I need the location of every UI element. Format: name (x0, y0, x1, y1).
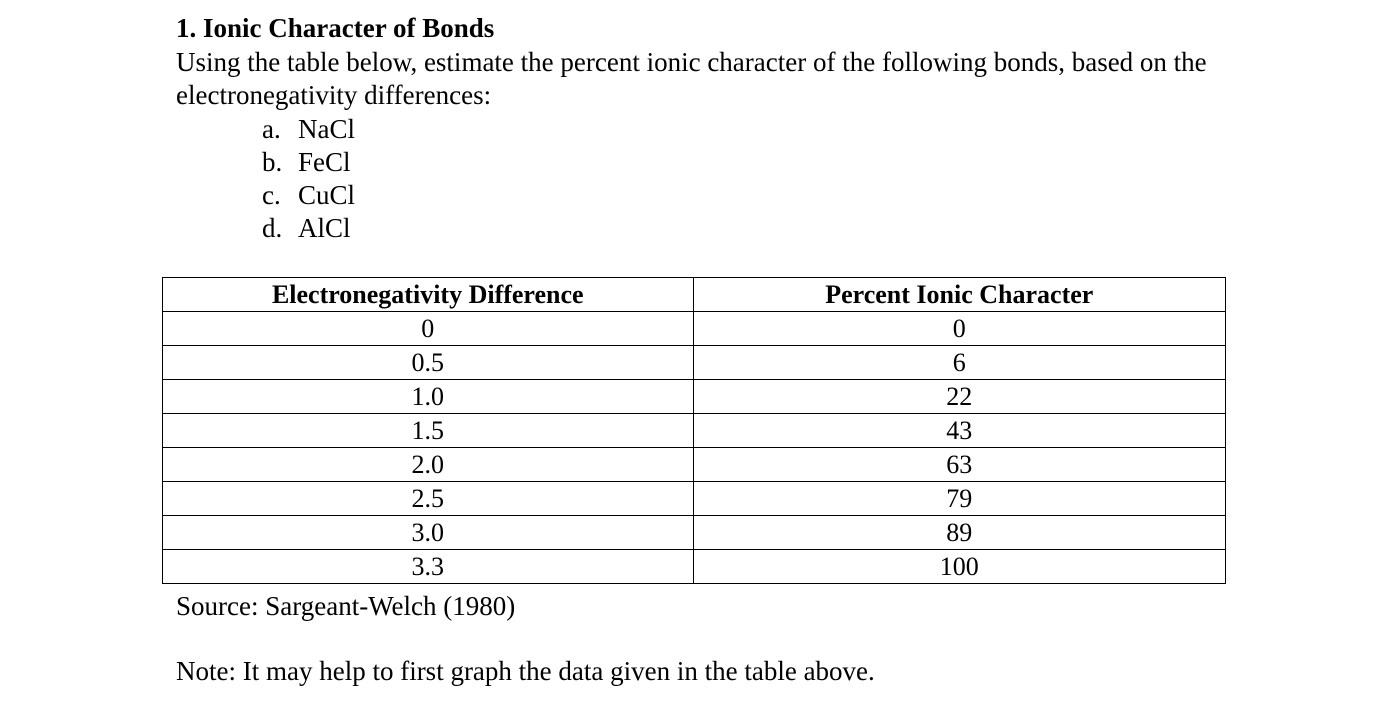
table-header-row (163, 278, 1226, 312)
cell-percent-ionic: 79 (693, 482, 1225, 516)
item-letter: d. (262, 213, 283, 243)
cell-percent-ionic: 100 (693, 550, 1225, 584)
list-item (262, 179, 355, 212)
note-text: Note: It may help to first graph the data given in the table above. (176, 656, 875, 686)
table-row (163, 448, 1226, 482)
cell-en-difference: 2.5 (163, 482, 694, 516)
cell-en-difference: 2.0 (163, 448, 694, 482)
ionic-character-table (162, 277, 1226, 584)
problem-instructions: Using the table below, estimate the percent ionic character of the following bonds, based on the electronegativity differences: (176, 47, 1207, 110)
table-row (163, 312, 1226, 346)
cell-en-difference: 1.0 (163, 380, 694, 414)
cell-percent-ionic: 0 (693, 312, 1225, 346)
table-row (163, 380, 1226, 414)
item-compound: FeCl (298, 147, 351, 177)
item-letter: b. (262, 147, 283, 177)
cell-percent-ionic: 43 (693, 414, 1225, 448)
column-header-percent-ionic: Percent Ionic Character (693, 278, 1225, 312)
table-row (163, 516, 1226, 550)
table-row (163, 346, 1226, 380)
table-row (163, 482, 1226, 516)
cell-en-difference: 0 (163, 312, 694, 346)
cell-percent-ionic: 89 (693, 516, 1225, 550)
cell-en-difference: 0.5 (163, 346, 694, 380)
problem-title: Ionic Character of Bonds (203, 13, 495, 43)
table-source: Source: Sargeant-Welch (1980) (176, 591, 516, 621)
cell-percent-ionic: 22 (693, 380, 1225, 414)
item-letter: a. (262, 114, 281, 144)
cell-en-difference: 3.0 (163, 516, 694, 550)
column-header-en-difference: Electronegativity Difference (163, 278, 694, 312)
table-row (163, 414, 1226, 448)
list-item (262, 212, 355, 245)
compound-list (262, 113, 355, 245)
cell-percent-ionic: 6 (693, 346, 1225, 380)
cell-percent-ionic: 63 (693, 448, 1225, 482)
cell-en-difference: 3.3 (163, 550, 694, 584)
list-item (262, 113, 355, 146)
table-row (163, 550, 1226, 584)
item-compound: AlCl (298, 213, 351, 243)
item-compound: NaCl (298, 114, 355, 144)
problem-heading (176, 12, 494, 44)
item-compound: CuCl (298, 180, 356, 210)
problem-number: 1. (176, 13, 197, 43)
item-letter: c. (262, 180, 281, 210)
list-item (262, 146, 355, 179)
cell-en-difference: 1.5 (163, 414, 694, 448)
